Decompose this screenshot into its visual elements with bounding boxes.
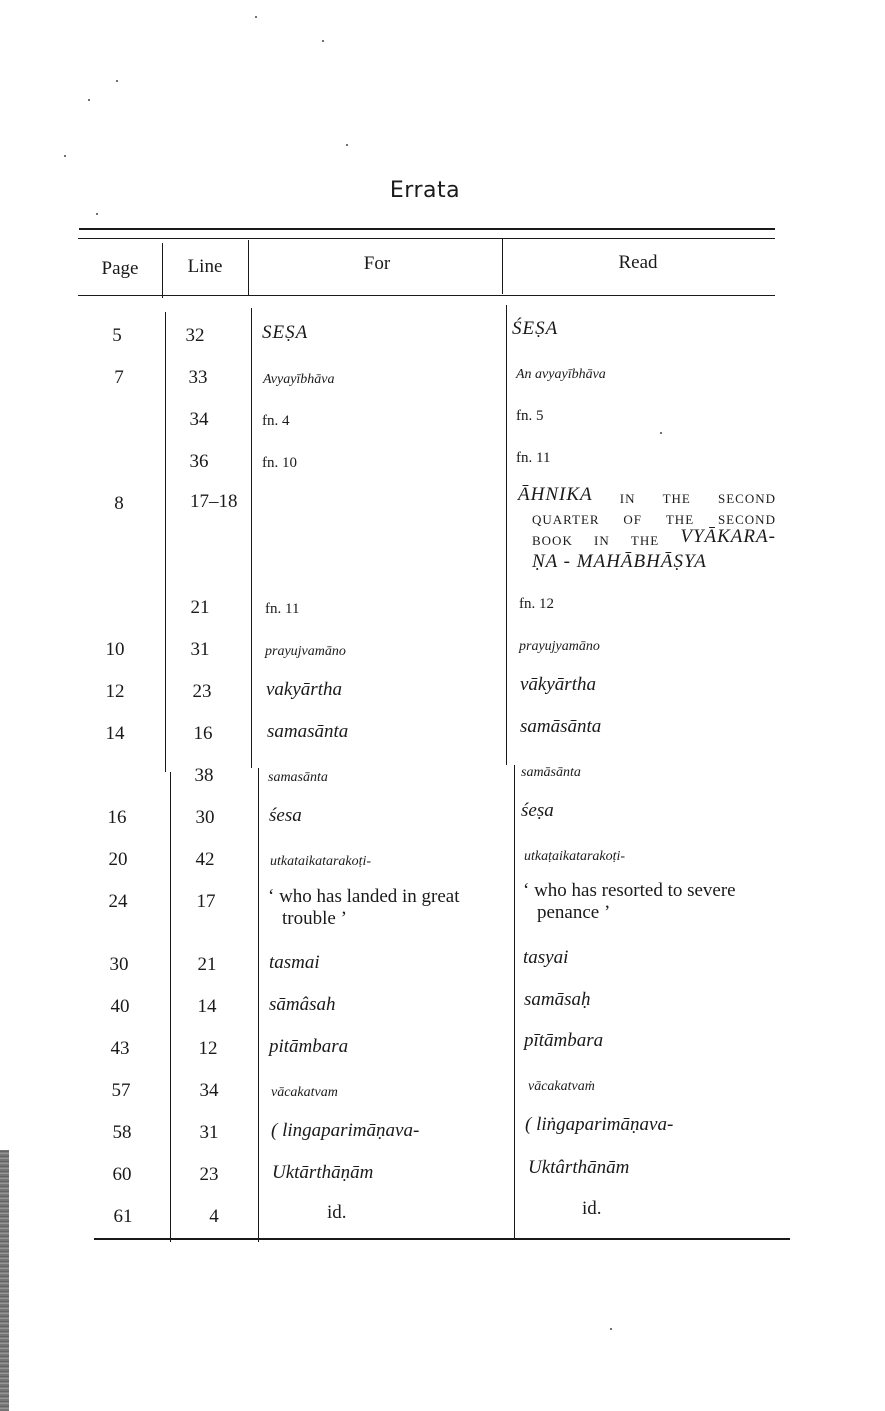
cell-line: 31 [190,639,210,660]
cell-read-multiline [523,880,788,924]
cell-line: 17 [196,891,216,912]
cell-read: ( liṅgaparimāṇava- [525,1114,674,1135]
dust-speck [116,80,118,82]
read-line: QUARTER OF THE SECOND [532,512,776,527]
cell-line: 34 [189,409,209,430]
header-read: Read [618,252,658,273]
cell-line: 21 [190,597,210,618]
cell-line: 4 [209,1206,219,1227]
cell-for: Avyayībhāva [263,372,335,387]
dust-speck [88,99,90,101]
cell-line: 36 [189,451,209,472]
dust-speck [255,16,257,18]
cell-read: Uktârthānām [528,1157,630,1178]
column-divider-for-read [514,765,515,1240]
cell-page: 20 [108,849,128,870]
cell-read: vācakatvaṁ [528,1079,595,1094]
cell-for: ( lingaparimāṇava- [271,1120,420,1141]
cell-page: 12 [105,681,125,702]
dust-speck [96,213,98,215]
cell-page: 5 [112,325,122,346]
cell-for: utkataikatarakoṭi- [270,854,372,869]
bottom-rule [94,1238,790,1240]
cell-for: samasānta [268,770,328,785]
header-top-rule [78,238,775,239]
cell-line: 17–18 [190,491,238,512]
cell-for: samasānta [267,721,349,742]
cell-line: 23 [192,681,212,702]
column-divider-line-for [258,768,259,1242]
header-divider [248,240,249,296]
cell-for: vācakatvam [271,1085,338,1100]
cell-page: 43 [110,1038,130,1059]
cell-line: 14 [197,996,217,1017]
read-line: ṆA - MAHĀBHĀṢYA [532,551,707,572]
dust-speck [610,1328,612,1330]
header-divider [162,243,163,298]
cell-line: 12 [198,1038,218,1059]
cell-for-multiline [268,886,510,930]
cell-for: SEṢA [262,322,309,343]
cell-page: 7 [114,367,124,388]
cell-read: pītāmbara [524,1030,604,1051]
cell-line: 32 [185,325,205,346]
cell-page: 61 [113,1206,133,1227]
cell-page: 58 [112,1122,132,1143]
top-rule [79,228,775,230]
cell-read: fn. 11 [516,450,551,466]
cell-line: 38 [194,765,214,786]
cell-for: sāmâsah [269,994,336,1015]
cell-page: 60 [112,1164,132,1185]
cell-page: 8 [114,493,124,514]
cell-page: 14 [105,723,125,744]
header-page: Page [101,258,139,279]
cell-line: 33 [188,367,208,388]
header-for: For [363,253,391,274]
cell-line: 31 [199,1122,219,1143]
column-divider-line-for [251,308,252,768]
read-line: ‘ who has resorted to severe [523,880,736,901]
cell-for: Uktārthāṇām [272,1162,374,1183]
cell-for: fn. 10 [262,455,297,471]
header-line: Line [187,256,223,277]
cell-page: 57 [111,1080,131,1101]
dust-speck [64,155,66,157]
cell-read: fn. 12 [519,596,554,612]
read-line: penance ’ [537,902,611,923]
cell-read: samāsānta [521,765,581,780]
cell-for: pitāmbara [269,1036,349,1057]
cell-for: prayujvamāno [265,644,346,659]
cell-page: 30 [109,954,129,975]
cell-page: 16 [107,807,127,828]
header-bottom-rule [78,295,775,296]
read-line: ĀHNIKA IN THE SECOND [518,484,776,506]
dust-speck [346,144,348,146]
cell-for: fn. 11 [265,601,300,617]
cell-for: id. [327,1202,347,1223]
cell-for: tasmai [269,952,320,973]
cell-line: 30 [195,807,215,828]
column-divider-for-read [506,305,507,765]
for-line: trouble ’ [282,908,347,929]
cell-read: vākyārtha [520,674,596,695]
page-title: Errata [389,178,461,203]
cell-read: śeṣa [521,800,554,821]
cell-read: An avyayībhāva [516,367,606,382]
cell-for: fn. 4 [262,413,290,429]
column-divider-page-line [170,772,171,1242]
dust-speck [322,40,324,42]
read-line: BOOK IN THE VYĀKARA- [532,526,776,548]
cell-line: 42 [195,849,215,870]
cell-read: samāsānta [520,716,602,737]
cell-read: prayujyamāno [519,639,600,654]
dust-speck [660,432,662,434]
cell-read: utkaṭaikatarakoṭi- [524,849,626,864]
cell-read: ŚEṢA [512,318,559,339]
cell-for: śesa [269,805,302,826]
scan-edge-shadow [0,1150,9,1411]
cell-line: 21 [197,954,217,975]
cell-read: tasyai [523,947,569,968]
cell-line: 16 [193,723,213,744]
cell-page: 40 [110,996,130,1017]
cell-read: samāsaḥ [524,989,591,1010]
cell-read-multiline [518,484,776,572]
cell-page: 10 [105,639,125,660]
cell-line: 34 [199,1080,219,1101]
cell-for: vakyārtha [266,679,342,700]
cell-line: 23 [199,1164,219,1185]
cell-page: 24 [108,891,128,912]
cell-read: fn. 5 [516,408,544,424]
for-line: ‘ who has landed in great [268,886,460,907]
header-divider [502,238,503,294]
cell-read: id. [582,1198,602,1219]
